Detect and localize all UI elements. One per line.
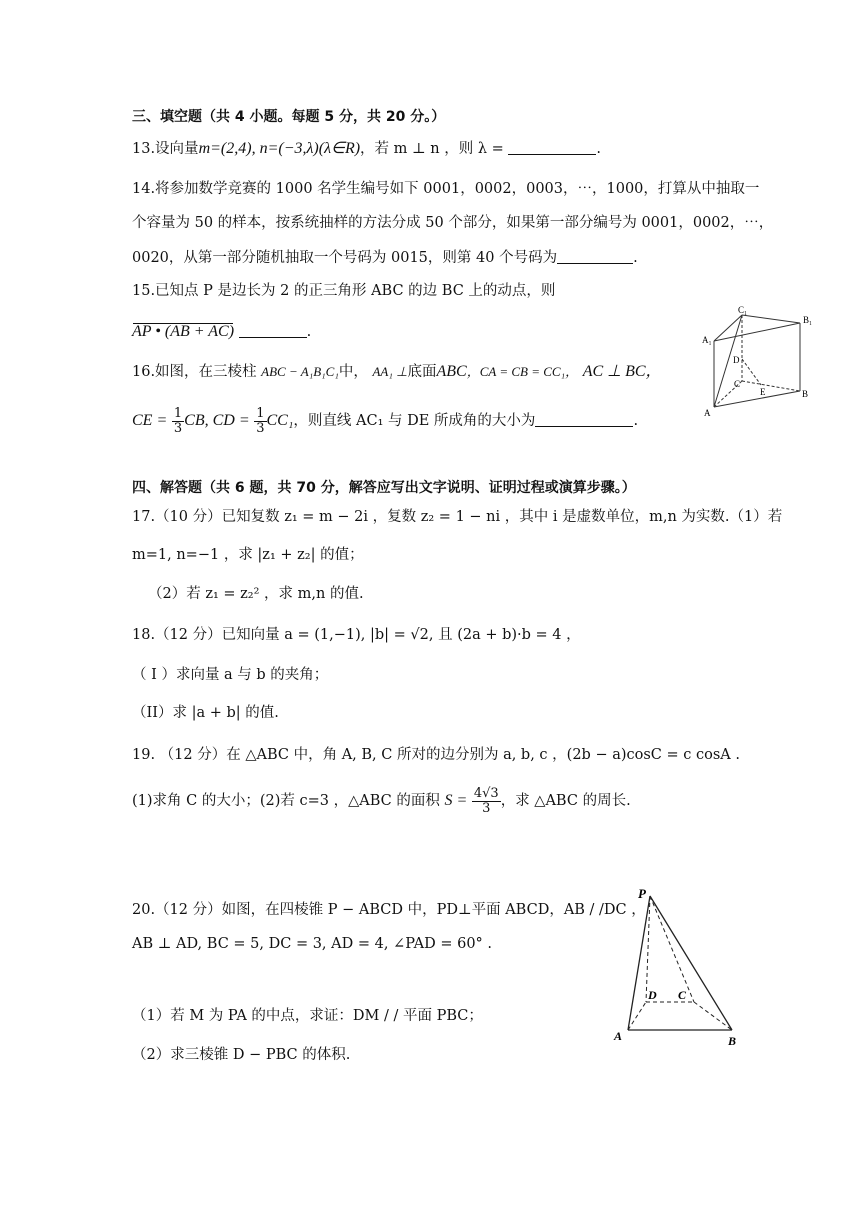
label-B1: B₁: [803, 315, 813, 325]
q20-line2: AB ⊥ AD, BC = 5, DC = 3, AD = 4, ∠PAD = 60° .: [132, 936, 493, 952]
label-P: P: [638, 886, 646, 901]
label-E: E: [760, 387, 766, 397]
label-D: D: [733, 355, 740, 365]
q20-line3: （1）若 M 为 PA 的中点，求证：DM / / 平面 PBC；: [132, 1008, 483, 1024]
q16-intro: 16.如图，在三棱柱: [132, 364, 257, 380]
label-B: B: [802, 389, 809, 399]
q19-area-fraction: [472, 787, 501, 816]
q15-line1: 15.已知点 P 是边长为 2 的正三角形 ABC 的边 BC 上的动点，则: [132, 283, 556, 299]
q14-line1: 14.将参加数学竞赛的 1000 名学生编号如下 0001，0002，0003，⋯，1000，打算从中抽取一: [132, 181, 760, 197]
q13-prefix: 13.设向量: [132, 141, 199, 157]
section4-heading: 四、解答题（共 6 题，共 70 分，解答应写出文字说明、证明过程或演算步骤。）: [132, 480, 636, 496]
q16-question: ，则直线 AC₁ 与 DE 所成角的大小为: [293, 413, 536, 429]
q19-text: (1)求角 C 的大小；(2)若 c=3 ，△ABC 的面积: [132, 793, 440, 809]
prism-figure: [700, 303, 820, 423]
q15-answer-blank[interactable]: [239, 323, 307, 338]
q16-plane: ABC: [436, 363, 467, 380]
q16-base: 底面: [407, 364, 437, 380]
q15-end: .: [306, 324, 312, 340]
label-A1: A₁: [702, 335, 712, 345]
label-C: C: [734, 379, 741, 389]
q16-perp-ac-bc: AC ⊥ BC，: [582, 363, 662, 380]
q16-fraction-2: [254, 407, 266, 436]
q13-end: .: [596, 141, 601, 157]
q16-fraction-1: [172, 407, 184, 436]
q16-zhong: 中，: [338, 364, 368, 380]
q13-vectors: m=(2,4), n=(−3,λ)(λ∈R): [198, 140, 361, 157]
q13-answer-blank[interactable]: [508, 140, 596, 155]
q16-equal-edges: ，CA = CB = CC₁，: [466, 364, 579, 379]
q14-answer-blank[interactable]: [557, 249, 633, 264]
q19-area-den: 3: [482, 800, 491, 816]
q16-prism: ABC − A₁B₁C₁: [261, 364, 339, 379]
q16-frac1-den: 3: [173, 420, 183, 436]
q19-question: ，求 △ABC 的周长.: [500, 793, 631, 809]
q16-cb-cd: CB, CD =: [184, 412, 250, 429]
q16-answer-blank[interactable]: [535, 412, 633, 427]
q18-line3: （II）求 |a + b| 的值.: [132, 705, 279, 721]
section3-heading: 三、填空题（共 4 小题。每题 5 分，共 20 分。）: [132, 109, 446, 125]
label-B: B: [728, 1034, 737, 1046]
q17-line2: m=1, n=−1 ，求 |z₁ + z₂| 的值；: [132, 547, 364, 563]
label-D: D: [648, 988, 657, 1002]
q19-area-label: S =: [444, 792, 468, 809]
q15-expression: AP • (AB + AC): [132, 323, 235, 340]
q17-line3: （2）若 z₁ = z₂² ，求 m,n 的值.: [148, 586, 364, 602]
q16-perp: AA₁ ⊥: [372, 364, 408, 379]
q19-area-num: 4√3: [473, 785, 499, 801]
q16-line2: [132, 402, 638, 440]
q14-line2: 个容量为 50 的样本，按系统抽样的方法分成 50 个部分，如果第一部分编号为 0001，0002，⋯，: [132, 215, 774, 231]
q17-line1: 17.（10 分）已知复数 z₁ = m − 2i ，复数 z₂ = 1 − ni ，其中 i 是虚数单位，m,n 为实数.（1）若: [132, 509, 783, 525]
q16-frac2-num: 1: [256, 405, 265, 421]
q16-cc1: CC₁: [266, 412, 294, 429]
q18-line1: 18.（12 分）已知向量 a = (1,−1), |b| = √2, 且 (2a + b)·b = 4 ，: [132, 627, 581, 643]
q18-line2: （ I ）求向量 a 与 b 的夹角；: [132, 667, 329, 683]
question-13: [132, 139, 601, 159]
pyramid-figure: [608, 882, 748, 1046]
q13-condition: ，若 m ⊥ n ，则 λ =: [360, 141, 504, 157]
q16-ce: CE =: [132, 412, 168, 429]
label-A: A: [614, 1029, 623, 1043]
q16-frac2-den: 3: [256, 420, 265, 436]
q16-line1: [132, 362, 662, 382]
q20-line4: （2）求三棱锥 D − PBC 的体积.: [132, 1047, 351, 1063]
q19-line2: [132, 782, 631, 820]
q19-line1: 19. （12 分）在 △ABC 中，角 A, B, C 所对的边分别为 a, b, c ，(2b − a)cosC = c cosA .: [132, 747, 740, 763]
q16-end: .: [633, 413, 639, 429]
q14-line3-text: 0020，从第一部分随机抽取一个号码为 0015，则第 40 个号码为: [132, 250, 558, 266]
q14-end: .: [633, 250, 638, 266]
label-A: A: [704, 408, 711, 418]
q15-line2: [132, 322, 311, 342]
q16-frac1-num: 1: [173, 405, 183, 421]
q20-line1: 20.（12 分）如图，在四棱锥 P − ABCD 中，PD⊥平面 ABCD，AB / /DC ，: [132, 902, 646, 918]
q14-line3: [132, 248, 638, 268]
label-C1: C₁: [738, 305, 748, 315]
label-C: C: [678, 988, 687, 1002]
